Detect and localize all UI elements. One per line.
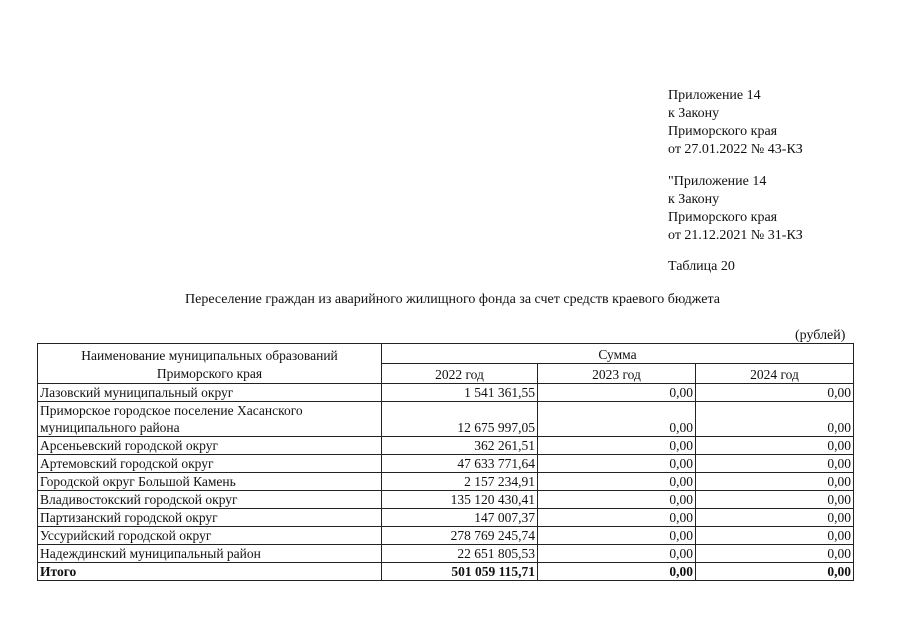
appendix-original-line4: от 21.12.2021 № 31-КЗ [668, 228, 803, 243]
total-value-2024: 0,00 [696, 563, 854, 581]
row-value-2022: 135 120 430,41 [382, 491, 538, 509]
year-header-2023: 2023 год [538, 364, 696, 384]
table-header-row [38, 344, 854, 364]
table-row [38, 509, 854, 527]
row-value-2024: 0,00 [696, 384, 854, 402]
appendix-current-line3: Приморского края [668, 124, 778, 139]
row-value-2023: 0,00 [538, 437, 696, 455]
row-value-2023: 0,00 [538, 527, 696, 545]
table-row [38, 545, 854, 563]
row-value-2022: 12 675 997,05 [382, 402, 538, 437]
row-value-2024: 0,00 [696, 527, 854, 545]
table-number: Таблица 20 [668, 259, 735, 274]
row-value-2023: 0,00 [538, 473, 696, 491]
row-name: Владивостокский городской округ [38, 491, 382, 509]
row-value-2024: 0,00 [696, 491, 854, 509]
row-name: Артемовский городской округ [38, 455, 382, 473]
row-name: Уссурийский городской округ [38, 527, 382, 545]
row-name: Надеждинский муниципальный район [38, 545, 382, 563]
sum-column-header: Сумма [382, 344, 854, 364]
row-value-2023: 0,00 [538, 455, 696, 473]
row-value-2023: 0,00 [538, 545, 696, 563]
table-row [38, 455, 854, 473]
appendix-original-line3: Приморского края [668, 210, 778, 225]
row-value-2023: 0,00 [538, 509, 696, 527]
row-value-2023: 0,00 [538, 402, 696, 437]
appendix-current-line2: к Закону [668, 106, 720, 121]
row-value-2022: 2 157 234,91 [382, 473, 538, 491]
row-name: Лазовский муниципальный округ [38, 384, 382, 402]
total-row [38, 563, 854, 581]
row-value-2022: 47 633 771,64 [382, 455, 538, 473]
row-value-2024: 0,00 [696, 402, 854, 437]
name-header-line2: Приморского края [156, 366, 263, 381]
appendix-original-line2: к Закону [668, 192, 720, 207]
name-column-header [38, 344, 382, 384]
row-value-2022: 362 261,51 [382, 437, 538, 455]
table-row [38, 491, 854, 509]
row-name: Партизанский городской округ [38, 509, 382, 527]
row-value-2022: 22 651 805,53 [382, 545, 538, 563]
table-row [38, 437, 854, 455]
row-value-2022: 278 769 245,74 [382, 527, 538, 545]
row-name: Арсеньевский городской округ [38, 437, 382, 455]
budget-table [37, 343, 854, 581]
table-row [38, 527, 854, 545]
table-row [38, 384, 854, 402]
row-value-2024: 0,00 [696, 437, 854, 455]
table-row [38, 402, 854, 437]
units-label: (рублей) [795, 328, 846, 343]
total-value-2023: 0,00 [538, 563, 696, 581]
year-header-2024: 2024 год [696, 364, 854, 384]
appendix-current-block [668, 87, 898, 159]
row-name: Приморское городское поселение Хасанского муниципального района [38, 402, 382, 437]
name-header-line1: Наименование муниципальных образований [81, 348, 338, 363]
total-value-2022: 501 059 115,71 [382, 563, 538, 581]
appendix-original-line1: "Приложение 14 [668, 174, 767, 189]
document-title: Переселение граждан из аварийного жилищного фонда за счет средств краевого бюджета [185, 292, 720, 307]
table-row [38, 473, 854, 491]
row-name: Городской округ Большой Камень [38, 473, 382, 491]
row-value-2023: 0,00 [538, 491, 696, 509]
row-value-2022: 1 541 361,55 [382, 384, 538, 402]
row-value-2024: 0,00 [696, 509, 854, 527]
row-value-2022: 147 007,37 [382, 509, 538, 527]
row-value-2024: 0,00 [696, 473, 854, 491]
year-header-2022: 2022 год [382, 364, 538, 384]
appendix-current-line1: Приложение 14 [668, 88, 761, 103]
row-value-2024: 0,00 [696, 455, 854, 473]
row-value-2024: 0,00 [696, 545, 854, 563]
appendix-original-block [668, 173, 898, 245]
row-value-2023: 0,00 [538, 384, 696, 402]
appendix-current-line4: от 27.01.2022 № 43-КЗ [668, 142, 803, 157]
total-label: Итого [38, 563, 382, 581]
